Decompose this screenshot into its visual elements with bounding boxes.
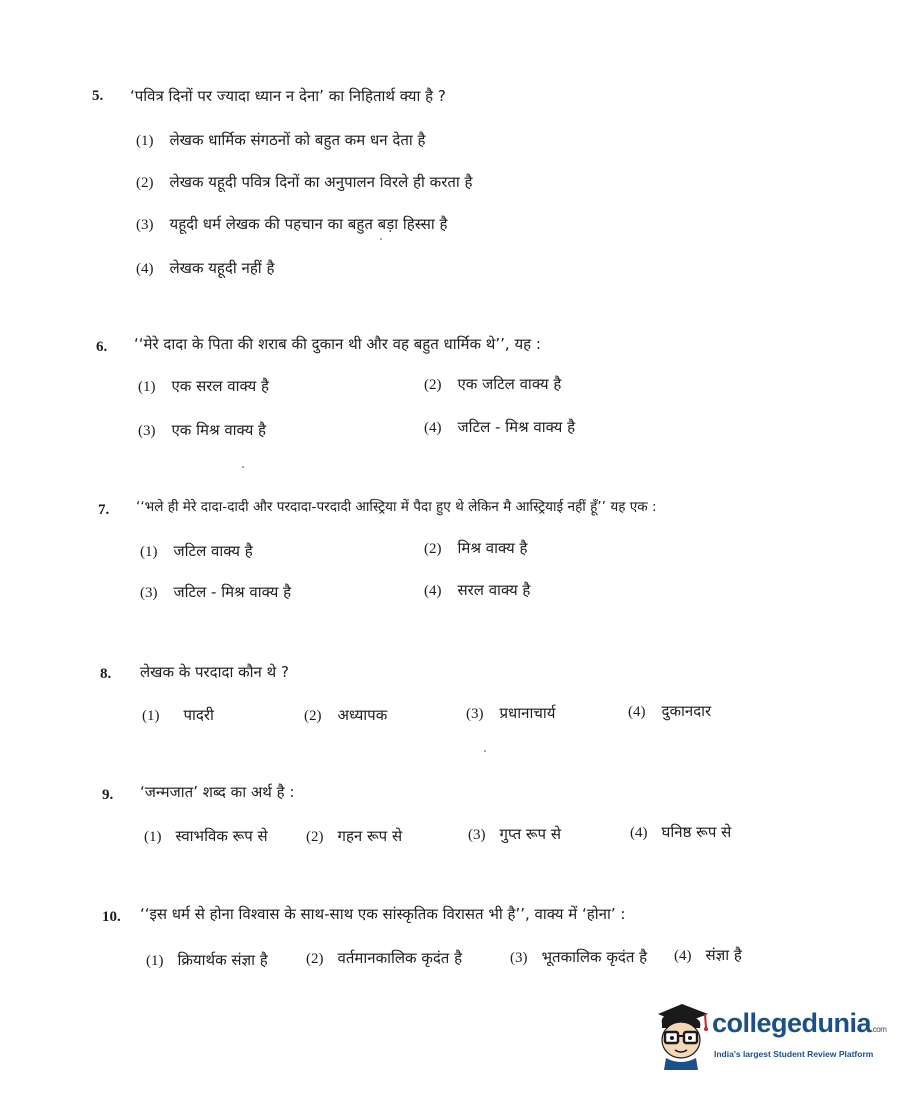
- question-number: 7.: [98, 502, 110, 518]
- option-4: (4) दुकानदार: [628, 702, 712, 720]
- option-2: (2) अध्यापक: [304, 706, 388, 724]
- option-3: (3) एक मिश्र वाक्य है: [138, 421, 267, 439]
- question-number: 8.: [100, 666, 112, 682]
- question-number: 10.: [102, 909, 121, 925]
- option-2: (2) लेखक यहूदी पवित्र दिनों का अनुपालन विरले ही करता है: [136, 173, 473, 191]
- option-1: (1) स्वाभविक रूप से: [144, 827, 268, 845]
- question-text: लेखक के परदादा कौन थे ?: [140, 663, 289, 681]
- student-mascot-icon: [650, 1000, 712, 1070]
- option-1: (1) लेखक धार्मिक संगठनों को बहुत कम धन देता है: [136, 131, 426, 149]
- collegedunia-logo: [650, 1000, 890, 1070]
- question-text: ‘‘भले ही मेरे दादा-दादी और परदादा-परदादी आस्ट्रिया में पैदा हुए थे लेकिन मै आस्ट्रियाई नहीं हूँ’’ यह एक :: [136, 499, 657, 515]
- question-text: ‘‘इस धर्म से होना विश्वास के साथ-साथ एक सांस्कृतिक विरासत भी है’’, वाक्य में ‘होना’ :: [140, 905, 626, 923]
- option-4: (4) लेखक यहूदी नहीं है: [136, 259, 275, 277]
- option-2: (2) मिश्र वाक्य है: [424, 539, 528, 557]
- scan-speck: [242, 466, 244, 468]
- option-2: (2) वर्तमानकालिक कृदंत है: [306, 949, 463, 967]
- option-1: (1) पादरी: [142, 706, 214, 724]
- option-4: (4) संज्ञा है: [674, 946, 742, 964]
- logo-wordmark: collegedunia: [712, 1008, 872, 1038]
- option-1: (1) एक सरल वाक्य है: [138, 377, 269, 395]
- scan-speck: [380, 238, 382, 240]
- option-2: (2) एक जटिल वाक्य है: [424, 375, 562, 393]
- option-1: (1) जटिल वाक्य है: [140, 542, 253, 560]
- option-3: (3) जटिल - मिश्र वाक्य है: [140, 583, 292, 601]
- question-text: ‘‘मेरे दादा के पिता की शराब की दुकान थी और वह बहुत धार्मिक थे’’, यह :: [134, 335, 541, 353]
- option-3: (3) प्रधानाचार्य: [466, 704, 556, 722]
- option-1: (1) क्रियार्थक संज्ञा है: [146, 951, 268, 969]
- question-number: 5.: [92, 88, 104, 104]
- option-3: (3) यहूदी धर्म लेखक की पहचान का बहुत बड़ा हिस्सा है: [136, 215, 448, 233]
- question-number: 9.: [102, 787, 114, 803]
- option-4: (4) सरल वाक्य है: [424, 581, 531, 599]
- logo-domain-suffix: .com: [871, 1025, 887, 1034]
- logo-tagline: India's largest Student Review Platform: [714, 1049, 874, 1059]
- question-number: 6.: [96, 339, 108, 355]
- option-3: (3) गुप्त रूप से: [468, 825, 561, 843]
- scan-speck: [484, 750, 486, 752]
- question-text: ‘जन्मजात’ शब्द का अर्थ है :: [140, 783, 295, 801]
- option-3: (3) भूतकालिक कृदंत है: [510, 948, 648, 966]
- option-2: (2) गहन रूप से: [306, 827, 403, 845]
- option-4: (4) जटिल - मिश्र वाक्य है: [424, 418, 576, 436]
- question-text: ‘पवित्र दिनों पर ज्यादा ध्यान न देना’ का निहितार्थ क्या है ?: [130, 87, 446, 105]
- option-4: (4) घनिष्ठ रूप से: [630, 823, 732, 841]
